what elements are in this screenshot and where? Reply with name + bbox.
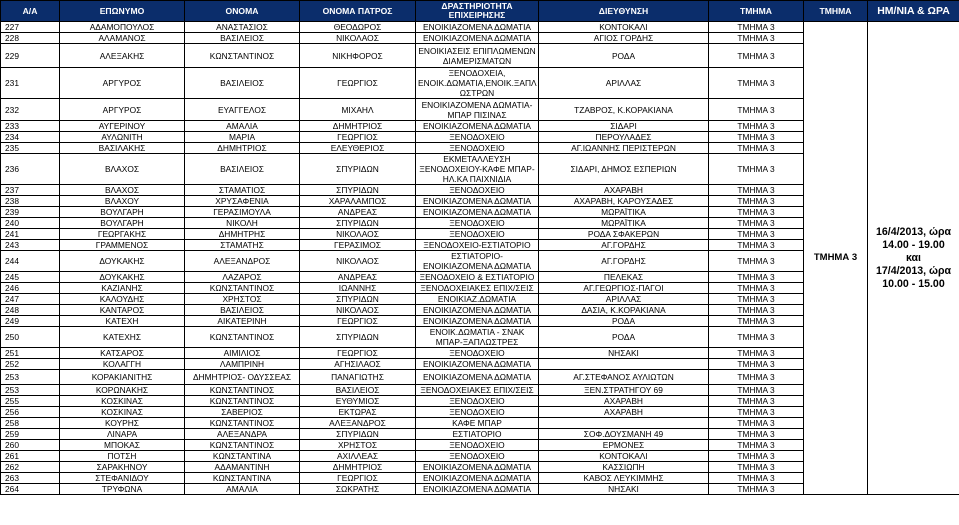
row-father: ΓΕΩΡΓΙΟΣ bbox=[300, 473, 416, 484]
row-father: ΒΑΣΙΛΕΙΟΣ bbox=[300, 385, 416, 396]
row-name: ΛΑΜΠΡΙΝΗ bbox=[185, 359, 300, 370]
date-line: 17/4/2013, ώρα bbox=[875, 264, 952, 277]
row-surname: ΒΛΑΧΟΥ bbox=[60, 196, 185, 207]
row-address: ΑΡΙΛΛΑΣ bbox=[539, 68, 709, 99]
header-surname: ΕΠΩΝΥΜΟ bbox=[60, 1, 185, 22]
row-tmima: ΤΜΗΜΑ 3 bbox=[709, 473, 804, 484]
row-surname: ΒΛΑΧΟΣ bbox=[60, 154, 185, 185]
row-activity: ΕΝΟΙΚΙΑΖΟΜΕΝΑ ΔΩΜΑΤΙΑ bbox=[416, 196, 539, 207]
row-tmima: ΤΜΗΜΑ 3 bbox=[709, 229, 804, 240]
row-surname: ΛΙΝΑΡΑ bbox=[60, 429, 185, 440]
row-surname: ΑΡΓΥΡΟΣ bbox=[60, 99, 185, 121]
row-address: ΣΙΔΑΡΙ bbox=[539, 121, 709, 132]
row-tmima: ΤΜΗΜΑ 3 bbox=[709, 418, 804, 429]
row-name: ΚΩΝΣΤΑΝΤΙΝΟΣ bbox=[185, 327, 300, 348]
row-name: ΒΑΣΙΛΕΙΟΣ bbox=[185, 33, 300, 44]
row-surname: ΚΑΤΕΧΗ bbox=[60, 316, 185, 327]
row-tmima: ΤΜΗΜΑ 3 bbox=[709, 385, 804, 396]
row-father: ΘΕΟΔΩΡΟΣ bbox=[300, 22, 416, 33]
header-father: ΟΝΟΜΑ ΠΑΤΡΟΣ bbox=[300, 1, 416, 22]
row-aa: 236 bbox=[1, 154, 60, 185]
row-father: ΙΩΑΝΝΗΣ bbox=[300, 283, 416, 294]
row-activity: ΕΚΜΕΤΑΛΛΕΥΣΗ ΞΕΝΟΔΟΧΕΙΟΥ-ΚΑΦΕ ΜΠΑΡ- ΗΛ.ΚΑ ΠΑΙΧΝΙΔΙΑ bbox=[416, 154, 539, 185]
row-activity: ΕΝΟΙΚΙΑΖΟΜΕΝΑ ΔΩΜΑΤΙΑ bbox=[416, 22, 539, 33]
row-surname: ΑΛΑΜΑΝΟΣ bbox=[60, 33, 185, 44]
row-aa: 258 bbox=[1, 418, 60, 429]
row-name: ΚΩΝΣΤΑΝΤΙΝΟΣ bbox=[185, 283, 300, 294]
row-activity: ΞΕΝΟΔΟΧΕΙΟ bbox=[416, 132, 539, 143]
row-surname: ΔΟΥΚΑΚΗΣ bbox=[60, 251, 185, 272]
row-father: ΓΕΩΡΓΙΟΣ bbox=[300, 348, 416, 359]
row-name: ΑΛΕΞΑΝΔΡΟΣ bbox=[185, 251, 300, 272]
row-tmima: ΤΜΗΜΑ 3 bbox=[709, 68, 804, 99]
row-father: ΔΗΜΗΤΡΙΟΣ bbox=[300, 462, 416, 473]
row-name: ΣΤΑΜΑΤΗΣ bbox=[185, 240, 300, 251]
row-address: ΠΕΡΟΥΛΑΔΕΣ bbox=[539, 132, 709, 143]
row-tmima: ΤΜΗΜΑ 3 bbox=[709, 462, 804, 473]
row-tmima: ΤΜΗΜΑ 3 bbox=[709, 207, 804, 218]
row-tmima: ΤΜΗΜΑ 3 bbox=[709, 348, 804, 359]
row-activity: ΕΝΟΙΚΙΑΖΟΜΕΝΑ ΔΩΜΑΤΙΑ bbox=[416, 462, 539, 473]
row-surname: ΠΟΤΣΗ bbox=[60, 451, 185, 462]
row-address: ΚΟΝΤΟΚΑΛΙ bbox=[539, 451, 709, 462]
row-address: ΑΓ.ΙΩΑΝΝΗΣ ΠΕΡΙΣΤΕΡΩΝ bbox=[539, 143, 709, 154]
table-row bbox=[1, 22, 959, 33]
row-tmima: ΤΜΗΜΑ 3 bbox=[709, 33, 804, 44]
row-tmima: ΤΜΗΜΑ 3 bbox=[709, 185, 804, 196]
row-surname: ΚΟΣΚΙΝΑΣ bbox=[60, 407, 185, 418]
row-activity: ΕΣΤΙΑΤΟΡΙΟ bbox=[416, 429, 539, 440]
row-father: ΑΧΙΛΛΕΑΣ bbox=[300, 451, 416, 462]
row-name: ΕΥΑΓΓΕΛΟΣ bbox=[185, 99, 300, 121]
row-activity: ΞΕΝΟΔΟΧΕΙΟ bbox=[416, 451, 539, 462]
header-activity: ΔΡΑΣΤΗΡΙΟΤΗΤΑ ΕΠΙΧΕΙΡΗΣΗΣ bbox=[416, 1, 539, 22]
row-tmima: ΤΜΗΜΑ 3 bbox=[709, 143, 804, 154]
header-aa: Α/Α bbox=[1, 1, 60, 22]
row-activity: ΕΝΟΙΚΙΑΖΟΜΕΝΑ ΔΩΜΑΤΙΑ bbox=[416, 316, 539, 327]
row-aa: 232 bbox=[1, 99, 60, 121]
row-activity: ΞΕΝΟΔΟΧΕΙΟ bbox=[416, 143, 539, 154]
row-name: ΒΑΣΙΛΕΙΟΣ bbox=[185, 305, 300, 316]
row-activity: ΕΝΟΙΚΙΑΖΟΜΕΝΑ ΔΩΜΑΤΙΑ bbox=[416, 370, 539, 385]
row-activity: ΕΝΟΙΚ.ΔΩΜΑΤΙΑ - ΣΝΑΚ ΜΠΑΡ-ΞΑΠΛΩΣΤΡΕΣ bbox=[416, 327, 539, 348]
row-father: ΑΝΔΡΕΑΣ bbox=[300, 207, 416, 218]
row-address: ΔΑΣΙΑ, Κ.ΚΟΡΑΚΙΑΝΑ bbox=[539, 305, 709, 316]
row-aa: 248 bbox=[1, 305, 60, 316]
merged-tmima-cell: ΤΜΗΜΑ 3 bbox=[804, 22, 868, 495]
row-address: ΚΑΒΟΣ ΛΕΥΚΙΜΜΗΣ bbox=[539, 473, 709, 484]
row-name: ΜΑΡΙΑ bbox=[185, 132, 300, 143]
row-surname: ΚΑΛΟΥΔΗΣ bbox=[60, 294, 185, 305]
row-surname: ΜΠΟΚΑΣ bbox=[60, 440, 185, 451]
row-name: ΚΩΝΣΤΑΝΤΙΝΟΣ bbox=[185, 440, 300, 451]
row-activity: ΞΕΝΟΔΟΧΕΙΑΚΕΣ ΕΠΙΧ/ΣΕΙΣ bbox=[416, 283, 539, 294]
row-address: ΠΕΛΕΚΑΣ bbox=[539, 272, 709, 283]
row-address: ΣΟΦ.ΔΟΥΣΜΑΝΗ 49 bbox=[539, 429, 709, 440]
row-aa: 245 bbox=[1, 272, 60, 283]
row-aa: 239 bbox=[1, 207, 60, 218]
header-date-time: HM/NIA & ΩΡΑ bbox=[868, 1, 959, 22]
row-activity: ΞΕΝΟΔΟΧΕΙΟ bbox=[416, 396, 539, 407]
row-aa: 264 bbox=[1, 484, 60, 495]
row-name: ΛΑΖΑΡΟΣ bbox=[185, 272, 300, 283]
row-address bbox=[539, 418, 709, 429]
row-surname: ΑΛΕΞΑΚΗΣ bbox=[60, 44, 185, 68]
row-address: ΡΟΔΑ bbox=[539, 316, 709, 327]
row-activity: ΞΕΝΟΔΟΧΕΙΟ bbox=[416, 229, 539, 240]
row-aa: 229 bbox=[1, 44, 60, 68]
row-father: ΓΕΩΡΓΙΟΣ bbox=[300, 132, 416, 143]
row-activity: ΞΕΝΟΔΟΧΕΙΑ, ΕΝΟΙΚ.ΔΩΜΑΤΙΑ,ΕΝΟΙΚ.ΞΑΠΛ ΩΣΤΡΩΝ bbox=[416, 68, 539, 99]
row-father: ΣΠΥΡΙΔΩΝ bbox=[300, 429, 416, 440]
row-name: ΑΛΕΞΑΝΔΡΑ bbox=[185, 429, 300, 440]
row-address: ΚΟΝΤΟΚΑΛΙ bbox=[539, 22, 709, 33]
row-surname: ΚΟΛΑΓΓΗ bbox=[60, 359, 185, 370]
header-row bbox=[1, 1, 959, 22]
row-name: ΧΡΥΣΑΦΕΝΙΑ bbox=[185, 196, 300, 207]
row-aa: 233 bbox=[1, 121, 60, 132]
row-tmima: ΤΜΗΜΑ 3 bbox=[709, 327, 804, 348]
row-surname: ΒΑΣΙΛΑΚΗΣ bbox=[60, 143, 185, 154]
row-surname: ΣΑΡΑΚΗΝΟΥ bbox=[60, 462, 185, 473]
row-tmima: ΤΜΗΜΑ 3 bbox=[709, 484, 804, 495]
row-tmima: ΤΜΗΜΑ 3 bbox=[709, 99, 804, 121]
row-father: ΣΠΥΡΙΔΩΝ bbox=[300, 327, 416, 348]
row-name: ΔΗΜΗΤΡΙΟΣ bbox=[185, 143, 300, 154]
row-father: ΓΕΡΑΣΙΜΟΣ bbox=[300, 240, 416, 251]
row-activity: ΕΝΟΙΚΙΑΖΟΜΕΝΑ ΔΩΜΑΤΙΑ bbox=[416, 359, 539, 370]
row-address: ΑΓΙΟΣ ΓΟΡΔΗΣ bbox=[539, 33, 709, 44]
row-tmima: ΤΜΗΜΑ 3 bbox=[709, 407, 804, 418]
row-address: ΑΧΑΡΑΒΗ bbox=[539, 185, 709, 196]
row-aa: 263 bbox=[1, 473, 60, 484]
row-activity: ΕΝΟΙΚΙΑΖΟΜΕΝΑ ΔΩΜΑΤΙΑ bbox=[416, 33, 539, 44]
row-tmima: ΤΜΗΜΑ 3 bbox=[709, 44, 804, 68]
row-surname: ΚΑΤΕΧΗΣ bbox=[60, 327, 185, 348]
row-activity: ΕΝΟΙΚΙΑΣΕΙΣ ΕΠΙΠΛΩΜΕΝΩΝ ΔΙΑΜΕΡΙΣΜΑΤΩΝ bbox=[416, 44, 539, 68]
row-aa: 255 bbox=[1, 396, 60, 407]
row-father: ΝΙΚΟΛΑΟΣ bbox=[300, 229, 416, 240]
row-aa: 256 bbox=[1, 407, 60, 418]
row-father: ΜΙΧΑΗΛ bbox=[300, 99, 416, 121]
row-tmima: ΤΜΗΜΑ 3 bbox=[709, 121, 804, 132]
row-tmima: ΤΜΗΜΑ 3 bbox=[709, 218, 804, 229]
row-address: ΜΩΡΑΪΤΙΚΑ bbox=[539, 218, 709, 229]
row-address: ΤΖΑΒΡΟΣ, Κ.ΚΟΡΑΚΙΑΝΑ bbox=[539, 99, 709, 121]
row-surname: ΓΡΑΜΜΕΝΟΣ bbox=[60, 240, 185, 251]
row-surname: ΓΕΩΡΓΑΚΗΣ bbox=[60, 229, 185, 240]
row-surname: ΚΑΖΙΑΝΗΣ bbox=[60, 283, 185, 294]
row-aa: 262 bbox=[1, 462, 60, 473]
row-address: ΣΙΔΑΡΙ, ΔΗΜΟΣ ΕΣΠΕΡΙΩΝ bbox=[539, 154, 709, 185]
row-address: ΑΓ.ΓΟΡΔΗΣ bbox=[539, 240, 709, 251]
row-surname: ΚΑΝΤΑΡΟΣ bbox=[60, 305, 185, 316]
row-father: ΕΛΕΥΘΕΡΙΟΣ bbox=[300, 143, 416, 154]
row-surname: ΑΔΑΜΟΠΟΥΛΟΣ bbox=[60, 22, 185, 33]
row-activity: ΕΝΟΙΚΙΑΖΟΜΕΝΑ ΔΩΜΑΤΙΑ- ΜΠΑΡ ΠΙΣΙΝΑΣ bbox=[416, 99, 539, 121]
row-name: ΚΩΝΣΤΑΝΤΙΝΟΣ bbox=[185, 44, 300, 68]
header-tmima-2: ΤΜΗΜΑ bbox=[804, 1, 868, 22]
row-tmima: ΤΜΗΜΑ 3 bbox=[709, 370, 804, 385]
row-activity: ΞΕΝΟΔΟΧΕΙΟ bbox=[416, 185, 539, 196]
row-address: ΜΩΡΑΪΤΙΚΑ bbox=[539, 207, 709, 218]
row-activity: ΚΑΦΕ ΜΠΑΡ bbox=[416, 418, 539, 429]
header-address: ΔΙΕΥΘΥΝΣΗ bbox=[539, 1, 709, 22]
row-name: ΒΑΣΙΛΕΙΟΣ bbox=[185, 68, 300, 99]
row-aa: 243 bbox=[1, 240, 60, 251]
row-father: ΣΠΥΡΙΔΩΝ bbox=[300, 154, 416, 185]
row-aa: 237 bbox=[1, 185, 60, 196]
row-address: ΝΗΣΑΚΙ bbox=[539, 348, 709, 359]
row-surname: ΒΛΑΧΟΣ bbox=[60, 185, 185, 196]
exam-dates-cell bbox=[868, 22, 959, 495]
row-tmima: ΤΜΗΜΑ 3 bbox=[709, 429, 804, 440]
row-aa: 259 bbox=[1, 429, 60, 440]
date-line: 16/4/2013, ώρα bbox=[875, 225, 952, 238]
row-father: ΝΙΚΟΛΑΟΣ bbox=[300, 305, 416, 316]
row-activity: ΞΕΝΟΔΟΧΕΙΟ-ΕΣΤΙΑΤΟΡΙΟ bbox=[416, 240, 539, 251]
row-tmima: ΤΜΗΜΑ 3 bbox=[709, 396, 804, 407]
row-address: ΡΟΔΑ bbox=[539, 44, 709, 68]
row-tmima: ΤΜΗΜΑ 3 bbox=[709, 283, 804, 294]
row-father: ΣΩΚΡΑΤΗΣ bbox=[300, 484, 416, 495]
row-aa: 261 bbox=[1, 451, 60, 462]
row-activity: ΕΝΟΙΚΙΑΖΟΜΕΝΑ ΔΩΜΑΤΙΑ bbox=[416, 207, 539, 218]
row-aa: 246 bbox=[1, 283, 60, 294]
row-surname: ΚΟΣΚΙΝΑΣ bbox=[60, 396, 185, 407]
row-name: ΑΙΚΑΤΕΡΙΝΗ bbox=[185, 316, 300, 327]
row-aa: 241 bbox=[1, 229, 60, 240]
row-surname: ΣΤΕΦΑΝΙΔΟΥ bbox=[60, 473, 185, 484]
row-aa: 244 bbox=[1, 251, 60, 272]
row-aa: 249 bbox=[1, 316, 60, 327]
row-surname: ΚΟΡΩΝΑΚΗΣ bbox=[60, 385, 185, 396]
row-address: ΡΟΔΑ ΣΦΑΚΕΡΩΝ bbox=[539, 229, 709, 240]
table-body bbox=[1, 22, 959, 495]
row-address: ΚΑΣΣΙΩΠΗ bbox=[539, 462, 709, 473]
row-aa: 231 bbox=[1, 68, 60, 99]
row-surname: ΤΡΥΦΩΝΑ bbox=[60, 484, 185, 495]
row-name: ΓΕΡΑΣΙΜΟΥΛΑ bbox=[185, 207, 300, 218]
row-father: ΝΙΚΗΦΟΡΟΣ bbox=[300, 44, 416, 68]
row-name: ΧΡΗΣΤΟΣ bbox=[185, 294, 300, 305]
row-name: ΚΩΝΣΤΑΝΤΙΝΑ bbox=[185, 473, 300, 484]
date-line: και bbox=[905, 251, 921, 264]
row-address: ΞΕΝ.ΣΤΡΑΤΗΓΟΥ 69 bbox=[539, 385, 709, 396]
row-father: ΝΙΚΟΛΑΟΣ bbox=[300, 251, 416, 272]
row-address: ΑΓ.ΣΤΕΦΑΝΟΣ ΑΥΛΙΩΤΩΝ bbox=[539, 370, 709, 385]
row-aa: 252 bbox=[1, 359, 60, 370]
row-surname: ΒΟΥΛΓΑΡΗ bbox=[60, 207, 185, 218]
row-tmima: ΤΜΗΜΑ 3 bbox=[709, 316, 804, 327]
row-father: ΕΚΤΩΡΑΣ bbox=[300, 407, 416, 418]
row-activity: ΕΝΟΙΚΙΑΖΟΜΕΝΑ ΔΩΜΑΤΙΑ bbox=[416, 484, 539, 495]
row-father: ΧΑΡΑΛΑΜΠΟΣ bbox=[300, 196, 416, 207]
row-aa: 251 bbox=[1, 348, 60, 359]
row-address: ΑΓ.ΓΕΩΡΓΙΟΣ-ΠΑΓΟΙ bbox=[539, 283, 709, 294]
row-name: ΚΩΝΣΤΑΝΤΙΝΟΣ bbox=[185, 396, 300, 407]
row-name: ΔΗΜΗΤΡΗΣ bbox=[185, 229, 300, 240]
row-tmima: ΤΜΗΜΑ 3 bbox=[709, 305, 804, 316]
row-tmima: ΤΜΗΜΑ 3 bbox=[709, 251, 804, 272]
row-father: ΣΠΥΡΙΔΩΝ bbox=[300, 218, 416, 229]
row-name: ΑΙΜΙΛΙΟΣ bbox=[185, 348, 300, 359]
row-father: ΑΓΗΣΙΛΑΟΣ bbox=[300, 359, 416, 370]
row-address: ΕΡΜΟΝΕΣ bbox=[539, 440, 709, 451]
row-name: ΝΙΚΟΛΗ bbox=[185, 218, 300, 229]
row-activity: ΞΕΝΟΔΟΧΕΙΟ & ΕΣΤΙΑΤΟΡΙΟ bbox=[416, 272, 539, 283]
row-activity: ΞΕΝΟΔΟΧΕΙΟ bbox=[416, 218, 539, 229]
row-name: ΑΝΑΣΤΑΣΙΟΣ bbox=[185, 22, 300, 33]
row-address bbox=[539, 359, 709, 370]
row-father: ΓΕΩΡΓΙΟΣ bbox=[300, 68, 416, 99]
row-tmima: ΤΜΗΜΑ 3 bbox=[709, 196, 804, 207]
row-tmima: ΤΜΗΜΑ 3 bbox=[709, 132, 804, 143]
row-father: ΑΝΔΡΕΑΣ bbox=[300, 272, 416, 283]
row-address: ΑΧΑΡΑΒΗ, ΚΑΡΟΥΣΑΔΕΣ bbox=[539, 196, 709, 207]
row-father: ΧΡΗΣΤΟΣ bbox=[300, 440, 416, 451]
row-address: ΡΟΔΑ bbox=[539, 327, 709, 348]
row-activity: ΕΝΟΙΚΙΑΖΟΜΕΝΑ ΔΩΜΑΤΙΑ bbox=[416, 305, 539, 316]
row-aa: 260 bbox=[1, 440, 60, 451]
row-activity: ΕΝΟΙΚΙΑΖΟΜΕΝΑ ΔΩΜΑΤΙΑ bbox=[416, 121, 539, 132]
row-name: ΒΑΣΙΛΕΙΟΣ bbox=[185, 154, 300, 185]
row-name: ΣΑΒΕΡΙΟΣ bbox=[185, 407, 300, 418]
date-line: 10.00 - 15.00 bbox=[882, 277, 945, 290]
row-surname: ΑΥΓΕΡΙΝΟΥ bbox=[60, 121, 185, 132]
row-aa: 228 bbox=[1, 33, 60, 44]
row-aa: 235 bbox=[1, 143, 60, 154]
header-tmima: ΤΜΗΜΑ bbox=[709, 1, 804, 22]
row-father: ΑΛΕΞΑΝΔΡΟΣ bbox=[300, 418, 416, 429]
header-name: ΟΝΟΜΑ bbox=[185, 1, 300, 22]
row-surname: ΒΟΥΛΓΑΡΗ bbox=[60, 218, 185, 229]
row-tmima: ΤΜΗΜΑ 3 bbox=[709, 359, 804, 370]
row-aa: 253 bbox=[1, 385, 60, 396]
row-father: ΣΠΥΡΙΔΩΝ bbox=[300, 294, 416, 305]
row-name: ΑΔΑΜΑΝΤΙΝΗ bbox=[185, 462, 300, 473]
row-surname: ΔΟΥΚΑΚΗΣ bbox=[60, 272, 185, 283]
row-father: ΠΑΝΑΓΙΩΤΗΣ bbox=[300, 370, 416, 385]
row-name: ΑΜΑΛΙΑ bbox=[185, 121, 300, 132]
row-name: ΚΩΝΣΤΑΝΤΙΝΟΣ bbox=[185, 385, 300, 396]
row-tmima: ΤΜΗΜΑ 3 bbox=[709, 154, 804, 185]
row-surname: ΚΟΡΑΚΙΑΝΙΤΗΣ bbox=[60, 370, 185, 385]
row-name: ΚΩΝΣΤΑΝΤΙΝΑ bbox=[185, 451, 300, 462]
row-activity: ΕΣΤΙΑΤΟΡΙΟ- ΕΝΟΙΚΙΑΖΟΜΕΝΑ ΔΩΜΑΤΙΑ bbox=[416, 251, 539, 272]
row-activity: ΕΝΟΙΚΙΑΖ.ΔΩΜΑΤΙΑ bbox=[416, 294, 539, 305]
row-activity: ΕΝΟΙΚΙΑΖΟΜΕΝΑ ΔΩΜΑΤΙΑ bbox=[416, 473, 539, 484]
row-aa: 240 bbox=[1, 218, 60, 229]
row-aa: 227 bbox=[1, 22, 60, 33]
row-tmima: ΤΜΗΜΑ 3 bbox=[709, 240, 804, 251]
row-address: ΑΧΑΡΑΒΗ bbox=[539, 396, 709, 407]
row-address: ΝΗΣΑΚΙ bbox=[539, 484, 709, 495]
row-name: ΚΩΝΣΤΑΝΤΙΝΟΣ bbox=[185, 418, 300, 429]
row-aa: 253 bbox=[1, 370, 60, 385]
row-aa: 238 bbox=[1, 196, 60, 207]
row-address: ΑΧΑΡΑΒΗ bbox=[539, 407, 709, 418]
row-address: ΑΡΙΛΛΑΣ bbox=[539, 294, 709, 305]
row-surname: ΚΑΤΣΑΡΟΣ bbox=[60, 348, 185, 359]
row-aa: 234 bbox=[1, 132, 60, 143]
row-name: ΣΤΑΜΑΤΙΟΣ bbox=[185, 185, 300, 196]
row-name: ΔΗΜΗΤΡΙΟΣ- ΟΔΥΣΣΕΑΣ bbox=[185, 370, 300, 385]
row-activity: ΞΕΝΟΔΟΧΕΙΟ bbox=[416, 440, 539, 451]
row-name: ΑΜΑΛΙΑ bbox=[185, 484, 300, 495]
row-surname: ΑΥΛΩΝΙΤΗ bbox=[60, 132, 185, 143]
row-father: ΓΕΩΡΓΙΟΣ bbox=[300, 316, 416, 327]
row-father: ΝΙΚΟΛΑΟΣ bbox=[300, 33, 416, 44]
row-father: ΣΠΥΡΙΔΩΝ bbox=[300, 185, 416, 196]
row-tmima: ΤΜΗΜΑ 3 bbox=[709, 272, 804, 283]
row-aa: 247 bbox=[1, 294, 60, 305]
row-tmima: ΤΜΗΜΑ 3 bbox=[709, 294, 804, 305]
row-address: ΑΓ.ΓΟΡΔΗΣ bbox=[539, 251, 709, 272]
row-tmima: ΤΜΗΜΑ 3 bbox=[709, 451, 804, 462]
row-surname: ΑΡΓΥΡΟΣ bbox=[60, 68, 185, 99]
row-aa: 250 bbox=[1, 327, 60, 348]
row-activity: ΞΕΝΟΔΟΧΕΙΟ bbox=[416, 348, 539, 359]
row-tmima: ΤΜΗΜΑ 3 bbox=[709, 22, 804, 33]
row-father: ΕΥΘΥΜΙΟΣ bbox=[300, 396, 416, 407]
date-line: 14.00 - 19.00 bbox=[882, 238, 945, 251]
row-activity: ΞΕΝΟΔΟΧΕΙΑΚΕΣ ΕΠΙΧ/ΣΕΙΣ bbox=[416, 385, 539, 396]
row-surname: ΚΟΥΡΗΣ bbox=[60, 418, 185, 429]
row-tmima: ΤΜΗΜΑ 3 bbox=[709, 440, 804, 451]
row-father: ΔΗΜΗΤΡΙΟΣ bbox=[300, 121, 416, 132]
row-activity: ΞΕΝΟΔΟΧΕΙΟ bbox=[416, 407, 539, 418]
